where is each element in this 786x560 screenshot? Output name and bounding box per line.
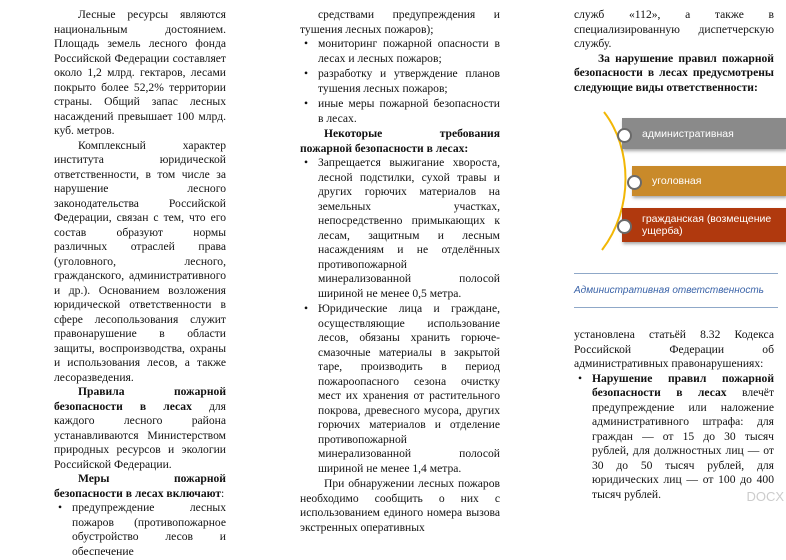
bullet-icon: • <box>304 302 309 315</box>
list-item: • Юридические лица и граждане, осуществляющие использование лесов, обязаны хранить горюче-смазочные материалы в закрытой таре, производить в период пожароопасного сезона очистку мест их хранения от растительного покрова, древесного мусора, других горючих материалов и отделение противопожарной минерализованной полосой шириной не менее 1,4 метра. <box>304 302 500 475</box>
column-3-lower <box>574 328 774 503</box>
bullet-icon: • <box>578 371 583 385</box>
list-item: • иные меры пожарной безопасности в лесах. <box>304 97 500 125</box>
bullet-icon: • <box>58 501 63 514</box>
intro-paragraph: Лесные ресурсы являются национальным достоянием. Площадь земель лесного фонда Российской Федерации составляет около 1,2 млрд. гектаров, лесами покрыто более 52,2% территории страны. Общий запас лесных насаждений превышает 100 млрд. куб. метров. <box>54 8 226 137</box>
administrative-box: административная <box>622 118 786 149</box>
requirements-heading: Некоторые требования пожарной безопасности в лесах: <box>300 127 500 155</box>
measures-bold: Меры пожарной безопасности в лесах включают <box>54 472 226 500</box>
watermark: DOCX <box>746 488 784 504</box>
column-1 <box>54 8 226 560</box>
list-item: • мониторинг пожарной опасности в лесах и лесных пожаров; <box>304 37 500 65</box>
rules-rest: для каждого лесного района устанавливаются Министерством природных ресурсов и экологии Российской Федерации. <box>54 399 227 471</box>
measures-list-continued <box>300 37 500 126</box>
continued-text: служб «112», а также в специализированную диспетчерскую службу. <box>574 8 774 50</box>
divider-top <box>574 273 778 274</box>
report-paragraph: При обнаружении лесных пожаров необходимо сообщить о них с использованием единого номера вызова экстренных оперативных <box>300 477 500 534</box>
penalty-list <box>574 372 774 503</box>
measures-rest: : <box>221 486 225 500</box>
bullet-icon: • <box>304 37 309 50</box>
requirements-list <box>300 156 500 476</box>
violation-bold: Нарушение правил пожарной безопасности в лесах <box>592 371 774 399</box>
bullet-icon: • <box>304 67 309 80</box>
list-item: • разработку и утверждение планов тушения лесных пожаров; <box>304 67 500 95</box>
list-item: • Нарушение правил пожарной безопасности в лесах влечёт предупреждение или наложение административного штрафа: для граждан — от 15 до 30 тысяч рублей, для должностных лиц — от 30 до 50 тысяч рублей, для юридических лиц — от 100 до 400 тысяч рублей. <box>578 371 775 501</box>
rules-paragraph <box>54 385 226 472</box>
bullet-icon: • <box>304 97 309 110</box>
node-circle <box>627 175 642 190</box>
civil-box: гражданская (возмещение ущерба) <box>622 208 786 242</box>
column-3 <box>574 8 774 95</box>
list-item: • предупреждение лесных пожаров (противопожарное обустройство лесов и обеспечение <box>58 501 226 558</box>
criminal-box: уголовная <box>632 166 786 196</box>
node-circle <box>617 219 632 234</box>
article-paragraph: установлена статьёй 8.32 Кодекса Российской Федерации об административных правонарушениях: <box>574 328 774 370</box>
list-item: • Запрещается выжигание хвороста, лесной подстилки, сухой травы и других горючих материалов на земельных участках, непосредственно примыкающих к лесам, защитным и лесным насаждениям и не отделённых противопожарной минерализованной полосой шириной не менее 0,5 метра. <box>304 156 500 300</box>
liability-paragraph: Комплексный характер института юридической ответственности, в том числе за нарушение лесного законодательства Российской Федерации, связан с тем, что его состав образуют нормы различных отраслей права (уголовного, лесного, гражданского, административного и др.). Основанием возложения юридической ответственности в сфере лесопользования служит правонарушение в области защиты, воспроизводства, охраны и использования лесов, а также лесоразведения. <box>54 138 226 384</box>
liability-types-heading: За нарушение правил пожарной безопасности в лесах предусмотрены следующие виды ответственности: <box>574 51 774 94</box>
section-caption: Административная ответственность <box>574 285 764 296</box>
continued-text: средствами предупреждения и тушения лесных пожаров); <box>300 8 500 36</box>
rules-bold: Правила пожарной безопасности в лесах <box>54 385 226 413</box>
liability-diagram <box>574 108 786 258</box>
divider-bottom <box>574 307 778 308</box>
column-2 <box>300 8 500 535</box>
measures-heading <box>54 472 226 501</box>
node-circle <box>617 128 632 143</box>
bullet-icon: • <box>304 156 309 169</box>
